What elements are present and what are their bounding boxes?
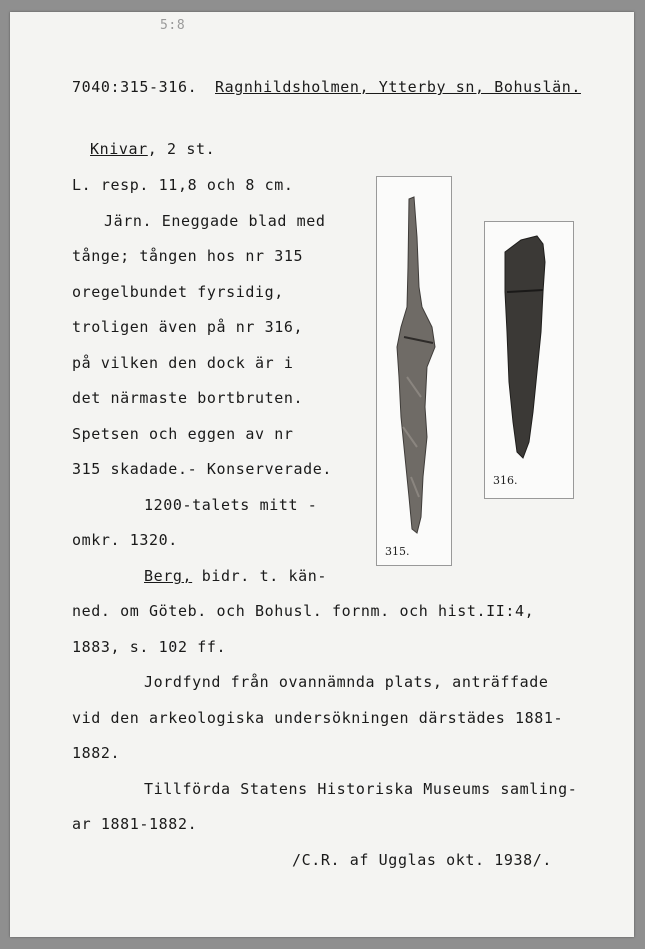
knife-316-image [485, 222, 573, 498]
find-line: vid den arkeologiska undersökningen därstädes 1881- [72, 709, 564, 727]
heading [90, 140, 215, 158]
find-line: 1882. [72, 744, 121, 762]
heading-count: , 2 st. [147, 140, 216, 158]
body-line: Järn. Eneggade blad med [104, 212, 326, 230]
find-location: Ragnhildsholmen, Ytterby sn, Bohuslän. [215, 78, 581, 96]
photo-label-315: 315. [385, 545, 410, 558]
knife-315-image [377, 177, 451, 565]
body-line: troligen även på nr 316, [72, 318, 304, 336]
catalog-number: 7040:315-316. [72, 78, 198, 96]
dating-line: 1200-talets mitt - [144, 496, 318, 514]
catalog-card [10, 12, 634, 937]
body-line: tånge; tången hos nr 315 [72, 247, 304, 265]
heading-title: Knivar [90, 140, 148, 158]
reference-author: Berg, [144, 567, 193, 585]
body-line: 315 skadade.- Konserverade. [72, 460, 333, 478]
corner-mark: 5:8 [160, 18, 186, 33]
reference-line: ned. om Göteb. och Bohusl. fornm. och hist.II:4, [72, 602, 535, 620]
reference-line: 1883, s. 102 ff. [72, 638, 227, 656]
body-line: det närmaste bortbruten. [72, 389, 304, 407]
museum-line: ar 1881-1882. [72, 815, 198, 833]
signature: /C.R. af Ugglas okt. 1938/. [292, 851, 553, 869]
body-line: på vilken den dock är i [72, 354, 294, 372]
dating-line: omkr. 1320. [72, 531, 178, 549]
reference-line: Berg, bidr. t. kän- [144, 567, 327, 585]
photo-knife-316 [484, 221, 574, 499]
photo-knife-315 [376, 176, 452, 566]
find-line: Jordfynd från ovannämnda plats, anträffade [144, 673, 549, 691]
museum-line: Tillförda Statens Historiska Museums samling- [144, 780, 578, 798]
body-line: oregelbundet fyrsidig, [72, 283, 284, 301]
photo-label-316: 316. [493, 474, 518, 487]
body-line: Spetsen och eggen av nr [72, 425, 294, 443]
body-line: L. resp. 11,8 och 8 cm. [72, 176, 294, 194]
